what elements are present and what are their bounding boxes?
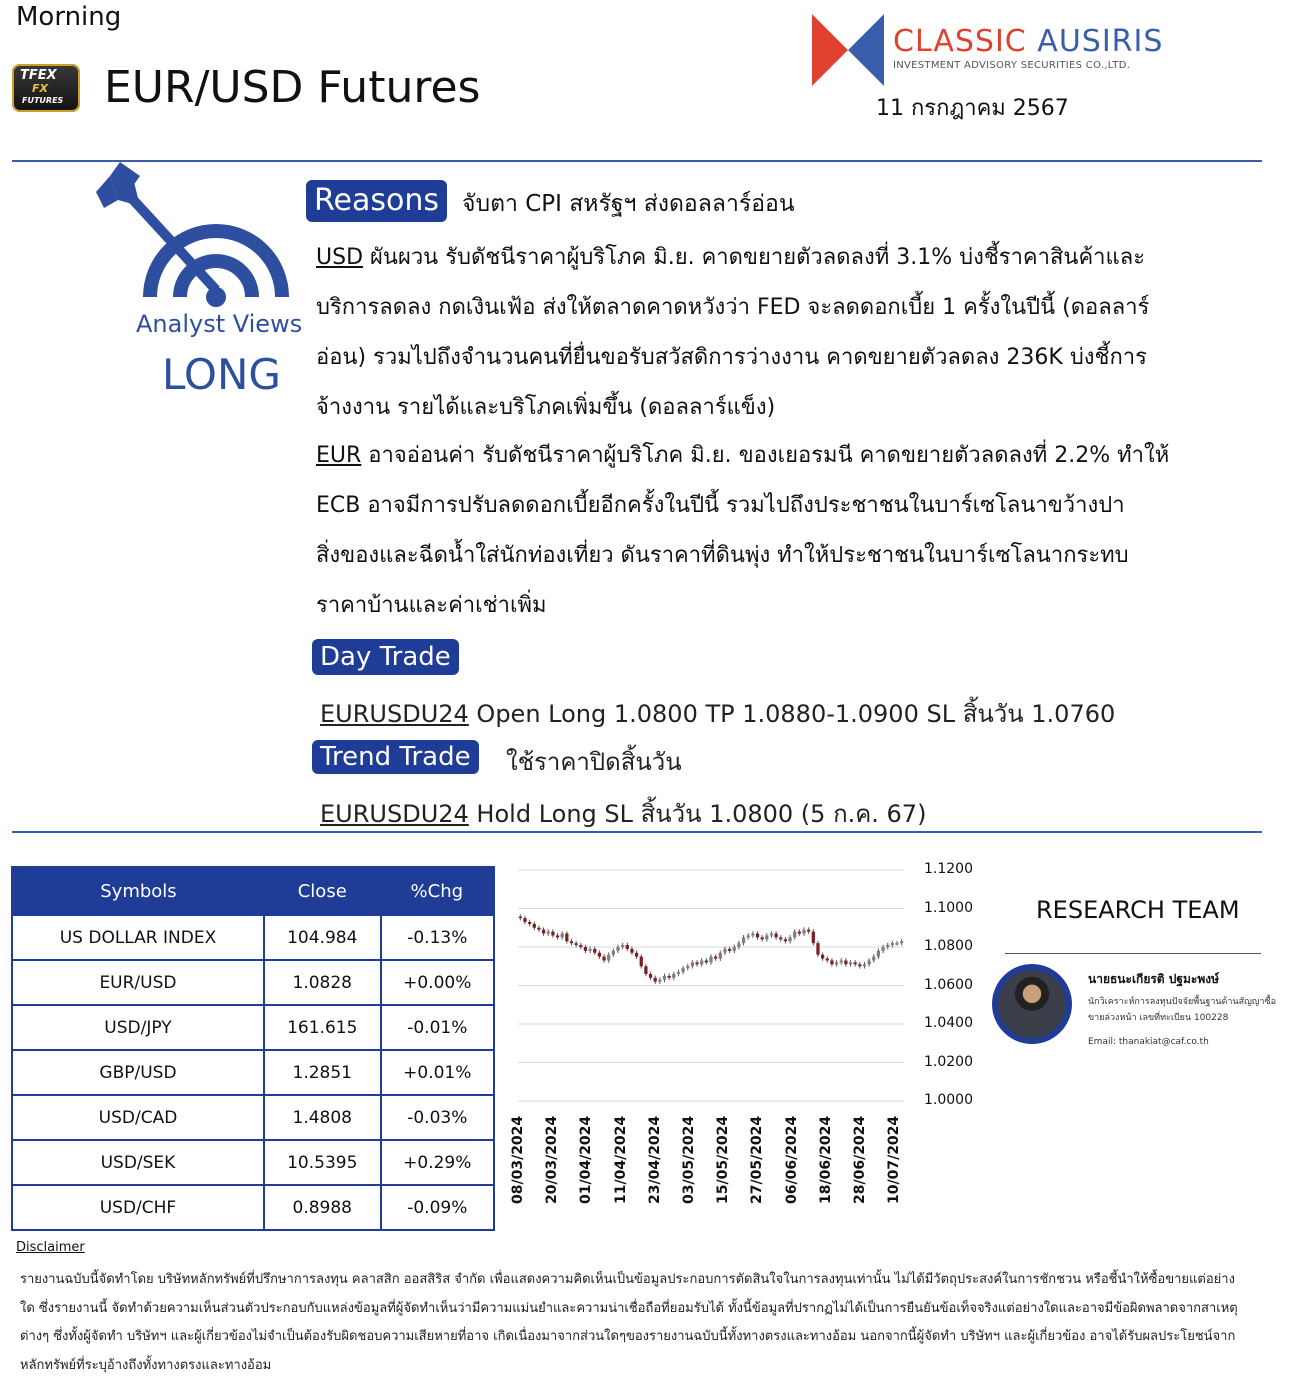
day-trade-badge: Day Trade [312,639,459,675]
candle-body [821,955,824,959]
research-divider [1005,953,1261,954]
col-chg: %Chg [381,867,494,915]
x-tick-label: 03/05/2024 [681,1115,697,1204]
table-row: USD/JPY 161.615 -0.01% [12,1005,494,1050]
candle-body [816,943,819,955]
candle-body [658,980,661,982]
middle-divider [12,831,1262,833]
y-tick-label: 1.1200 [924,861,973,877]
table-row: USD/CHF 0.8988 -0.09% [12,1185,494,1230]
trend-trade-badge: Trend Trade [312,740,479,774]
candle-body [607,955,610,961]
table-row: GBP/USD 1.2851 +0.01% [12,1050,494,1095]
x-tick-label: 11/04/2024 [612,1115,629,1204]
candle-body [830,960,833,964]
candle-body [533,924,536,928]
report-session: Morning [16,2,122,32]
usd-paragraph: USD ผันผวน รับดัชนีราคาผู้บริโภค มิ.ย. คาดขยายตัวลดลงที่ 3.1% บ่งชี้ราคาสินค้าและบริการลดลง กดเงินเฟ้อ ส่งให้ตลาดคาดหวังว่า FED จะลดดอกเบี้ย 1 ครั้งในปีนี้ (ดอลลาร์อ่อน) รวมไปถึงจำนวนคนที่ยื่นขอรับสวัสดิการว่างงาน คาดขยายตัวลดลง 236K บ่งชี้การจ้างงาน รายได้และบริโภคเพิ่มขึ้น (ดอลลาร์แข็ง) [316,245,1150,420]
candle-body [807,930,810,932]
candle-body [765,935,768,939]
candle-body [579,945,582,947]
tfex-logo: TFEX FX FUTURES [12,64,80,112]
candle-body [630,949,633,953]
x-tick-label: 28/06/2024 [852,1115,868,1204]
candle-body [858,964,861,966]
analyst-email: Email: thanakiat@caf.co.th [1088,1037,1209,1047]
candle-body [593,949,596,953]
eur-key: EUR [316,443,362,468]
candle-body [635,953,638,957]
table-row: EUR/USD 1.0828 +0.00% [12,960,494,1005]
candle-body [761,937,764,939]
brand-subtitle: INVESTMENT ADVISORY SECURITIES CO.,LTD. [893,60,1131,71]
candle-body [621,945,624,947]
candle-body [844,960,847,964]
candle-body [737,943,740,947]
y-tick-label: 1.1000 [924,899,973,916]
candle-body [812,932,815,944]
candle-body [528,922,531,924]
candle-body [575,943,578,945]
candle-body [654,978,657,982]
reasons-badge: Reasons [306,180,447,222]
candle-body [900,941,903,943]
x-tick-label: 27/05/2024 [749,1115,766,1204]
candle-body [588,949,591,951]
analyst-name: นายธนะเกียรติ ปฐมะพงษ์ [1088,972,1220,986]
trend-trade-note: ใช้ราคาปิดสิ้นวัน [506,748,682,776]
target-arrow-icon [90,162,300,307]
report-date: 11 กรกฎาคม 2567 [876,96,1069,121]
candle-body [551,932,554,936]
reasons-headline: จับตา CPI สหรัฐฯ ส่งดอลลาร์อ่อน [462,191,795,217]
candle-body [695,962,698,964]
candle-body [802,930,805,934]
table-row: USD/CAD 1.4808 -0.03% [12,1095,494,1140]
candle-body [751,934,754,936]
page-title: EUR/USD Futures [104,62,481,113]
candle-body [723,949,726,953]
candle-body [863,964,866,966]
y-tick-label: 1.0800 [924,938,973,954]
candle-body [826,959,829,961]
candle-body [756,934,759,938]
candle-body [616,947,619,951]
candle-body [835,962,838,964]
candle-body [565,934,568,942]
research-team-title: RESEARCH TEAM [1036,896,1240,924]
candle-body [668,976,671,978]
candle-body [677,972,680,974]
market-table [11,866,495,1231]
col-close: Close [264,867,381,915]
candle-body [537,928,540,930]
candle-body [872,957,875,961]
analyst-views-label: Analyst Views [136,310,303,338]
x-tick-label: 15/05/2024 [715,1115,732,1204]
x-tick-label: 10/07/2024 [886,1115,903,1204]
trend-trade-line: EURUSDU24 Hold Long SL สิ้นวัน 1.0800 (5 ก.ค. 67) [320,800,927,828]
candle-body [719,953,722,959]
candle-body [598,953,601,957]
candle-body [519,917,522,919]
candle-body [649,974,652,978]
candle-body [709,957,712,963]
day-trade-line: EURUSDU24 Open Long 1.0800 TP 1.0880-1.0900 SL สิ้นวัน 1.0760 [320,700,1116,728]
brand-name: CLASSIC AUSIRIS [893,24,1164,59]
candle-body [626,945,629,949]
candle-body [774,934,777,938]
candle-body [547,932,550,934]
candle-body [700,960,703,964]
candle-body [867,960,870,964]
candle-body [788,937,791,941]
candle-body [705,960,708,962]
x-tick-label: 01/04/2024 [578,1115,595,1204]
candle-body [733,947,736,951]
candle-body [891,943,894,945]
candle-body [681,968,684,972]
candle-body [612,951,615,955]
candle-body [840,960,843,962]
table-row: US DOLLAR INDEX 104.984 -0.13% [12,915,494,960]
candle-body [881,947,884,951]
x-tick-label: 23/04/2024 [646,1115,663,1204]
candle-body [542,930,545,934]
usd-key: USD [316,245,364,270]
candle-body [561,934,564,938]
candle-body [742,937,745,943]
candle-body [640,957,643,967]
analyst-photo [998,970,1066,1038]
candle-body [779,937,782,939]
y-tick-label: 1.0000 [924,1092,973,1108]
candle-body [886,945,889,947]
brand-logo-icon [812,14,884,86]
candle-body [784,939,787,941]
candle-body [798,932,801,934]
candle-body [602,957,605,961]
candle-body [895,943,898,945]
view-direction: LONG [162,350,281,399]
y-tick-label: 1.0400 [924,1015,973,1031]
candle-body [686,966,689,968]
analyst-role: นักวิเคราะห์การลงทุนปัจจัยพื้นฐานด้านสัญญาซื้อขายล่วงหน้า เลขที่ทะเบียน 100228 [1088,997,1276,1023]
eurusd-candlestick-chart [512,860,912,1110]
candle-body [663,976,666,980]
candle-body [570,941,573,943]
candle-body [584,947,587,951]
candle-body [849,962,852,964]
x-tick-label: 18/06/2024 [817,1115,834,1204]
eur-paragraph: EUR อาจอ่อนค่า รับดัชนีราคาผู้บริโภค มิ.ย. ของเยอรมนี คาดขยายตัวลดลงที่ 2.2% ทำให้ ECB อาจมีการปรับลดดอกเบี้ยอีกครั้งในปีนี้ รวมไปถึงประชาชนในบาร์เซโลนาขว้างปาสิ่งของและฉีดน้ำใส่นักท่องเที่ยว ดันราคาที่ดินพุ่ง ทำให้ประชาชนในบาร์เซโลนากระทบราคาบ้านและค่าเช่าเพิ่ม [316,443,1170,618]
candle-body [556,935,559,937]
candle-body [747,935,750,937]
candle-body [523,918,526,922]
disclaimer-text: รายงานฉบับนี้จัดทำโดย บริษัทหลักทรัพย์ที่ปรึกษาการลงทุน คลาสสิก ออสสิริส จำกัด เพื่อแสดงความคิดเห็นเป็นข้อมูลประกอบการตัดสินใจในการลงทุนเท่านั้น ไม่ได้มีวัตถุประสงค์ในการชักชวน หรือชี้นำให้ซื้อขายแต่อย่างใด ซึ่งรายงานนี้ จัดทำด้วยความเห็นส่วนตัวประกอบกับแหล่งข้อมูลที่ผู้จัดทำเห็นว่ามีความแม่นยำและความน่าเชื่อถือที่ยอมรับได้ ทั้งนี้ข้อมูลที่ปรากฏไม่ได้เป็นการยืนยันข้อเท็จจริงแต่อย่างใดและอาจมีข้อผิดพลาดจากสาเหตุต่างๆ ซึ่งทั้งผู้จัดทำ บริษัทฯ และผู้เกี่ยวข้องไม่จำเป็นต้องรับผิดชอบความเสียหายที่อาจ เกิดเนื่องมาจากส่วนใดๆของรายงานฉบับนี้ทั้งทางตรงและทางอ้อม นอกจากนี้ผู้จัดทำ บริษัทฯ และผู้เกี่ยวข้อง อาจได้รับผลประโยชน์จากหลักทรัพย์ที่ระบุอ้างถึงทั้งทางตรงและทางอ้อม [20,1272,1238,1373]
candle-body [691,962,694,966]
x-tick-label: 08/03/2024 [510,1115,526,1204]
candle-body [728,949,731,951]
table-row: USD/SEK 10.5395 +0.29% [12,1140,494,1185]
y-tick-label: 1.0600 [924,976,973,993]
x-tick-label: 06/06/2024 [783,1115,800,1204]
candle-body [770,934,773,936]
x-tick-label: 20/03/2024 [544,1115,561,1204]
candle-body [854,962,857,964]
candle-body [877,951,880,957]
candle-body [714,957,717,959]
y-tick-label: 1.0200 [924,1053,973,1070]
candle-body [793,932,796,938]
disclaimer-title: Disclaimer [16,1240,85,1255]
col-symbols: Symbols [12,867,264,915]
candle-body [644,966,647,974]
candle-body [672,974,675,978]
